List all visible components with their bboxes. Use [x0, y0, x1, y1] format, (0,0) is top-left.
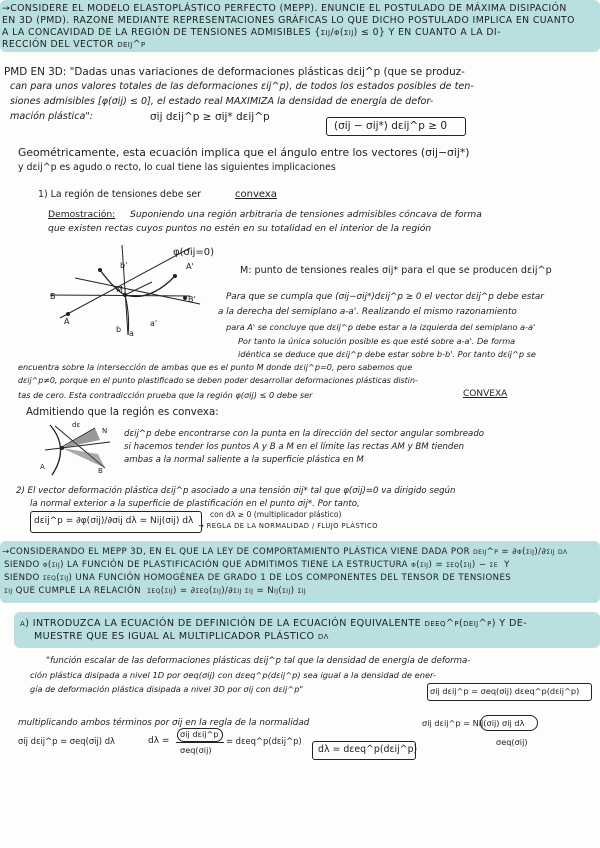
mult-denominator: σeq(σij) [496, 737, 528, 747]
fig2-label-a: A [40, 463, 45, 471]
admit-line-2: si hacemos tender los puntos A y B a M en el límite las rectas AM y BM tienden [124, 442, 465, 452]
def-line-3: gía de deformación plástica disipada a nivel 3D por σij con dεij^p" [30, 684, 304, 694]
q2-line-1: →CONSIDERANDO EL MEPP 3D, EN EL QUE LA LEY DE COMPORTAMIENTO PLÁSTICA VIENE DADA POR dεij^p = ∂φ(σij)/∂σij dλ [2, 547, 568, 557]
q1-line-3: A LA CONCAVIDAD DE LA REGIÓN DE TENSIONES ADMISIBLES {σij/φ(σij) ≤ 0} Y EN CUANTO A LA DI- [2, 27, 501, 38]
mult-text: multiplicando ambos términos por σij en la regla de la normalidad [18, 718, 310, 728]
normal-line-1: 2) El vector deformación plástica dεij^p asociado a una tensión σij* tal que φ(σij)=0 va dirigido según [16, 486, 456, 496]
admit-line-3: ambas a la normal saliente a la superficie plástica en M [124, 455, 364, 465]
convexa-word: convexa [235, 189, 277, 200]
normality-note-2: → REGLA DE LA NORMALIDAD / FLUJO PLÁSTICO [198, 522, 378, 530]
def-formula: σij dεij^p = σeq(σij) dεeq^p(dεij^p) [430, 686, 580, 696]
fig1-label-a-low: a [129, 329, 134, 338]
explain-line-9: tas de cero. Esta contradicción prueba que la región φ(σij) ≤ 0 debe ser [18, 390, 313, 400]
q1-line-1: →CONSIDERE EL MODELO ELASTOPLÁSTICO PERFECTO (MEPP). ENUNCIE EL POSTULADO DE MÁXIMA DISIPACIÓN [2, 3, 567, 14]
q2-line-4: σij QUE CUMPLE LA RELACIÓN σeq(σij) = ∂σeq(σij)/∂σij σij = Nij(σij) σij [4, 586, 307, 596]
mult-formula: σij dεij^p = Nij(σij) σij dλ [422, 718, 525, 728]
normality-note-1: con dλ ≥ 0 (multiplicador plástico) [210, 510, 342, 519]
q1-line-4: RECCIÓN DEL VECTOR dεij^p [2, 39, 146, 50]
fig2-label-b: B [98, 467, 103, 475]
fig1-label-b-low: b [116, 325, 122, 334]
pmd-formula: σij dεij^p ≥ σij* dεij^p [150, 111, 270, 123]
pmd-boxed-text: (σij − σij*) dεij^p ≥ 0 [334, 120, 448, 132]
admit-heading: Admitiendo que la región es convexa: [26, 407, 219, 418]
pmd-line-3: siones admisibles [φ(σij) ≤ 0], el estado real MAXIMIZA la densidad de energía de defor- [10, 96, 434, 107]
explain-line-8: dεij^p≠0, porque en el punto plastificado se deben poder desarrollar deformaciones plásticas distin- [18, 376, 418, 385]
fig1-label-a-prime: A' [186, 262, 194, 271]
explain-line-1: M: punto de tensiones reales σij* para el que se producen dεij^p [240, 265, 552, 276]
left-equation: σij dεij^p = σeq(σij) dλ [18, 736, 116, 746]
geo-line-1: Geométricamente, esta ecuación implica que el ángulo entre los vectores (σij−σij*) [18, 146, 470, 159]
explain-convexa: CONVEXA [463, 389, 508, 399]
fig1-label-b-prime: B' [188, 295, 196, 304]
fraction-denominator: σeq(σij) [180, 745, 212, 755]
pmd-line-2: can para unos valores totales de las deformaciones εij^p), de todos los estados posibles de ten- [10, 81, 474, 92]
fig2-label-n: N [102, 427, 108, 435]
demo-line-1: Suponiendo una región arbitraria de tensiones admisibles cóncava de forma [130, 209, 482, 220]
geo-line-2: y dεij^p es agudo o recto, lo cual tiene las siguientes implicaciones [18, 162, 336, 173]
explain-line-4: para A' se concluye que dεij^p debe estar a la izquierda del semiplano a-a' [226, 322, 536, 332]
fraction-bar [176, 742, 224, 743]
dl-label: dλ = [148, 736, 170, 746]
q2-line-2: SIENDO φ(σij) LA FUNCIÓN DE PLASTIFICACIÓN QUE ADMITIMOS TIENE LA ESTRUCTURA φ(σij) = σeq(σij) − σe Y [4, 560, 510, 570]
explain-line-2: Para que se cumpla que (σij−σij*)dεij^p ≥ 0 el vector dεij^p debe estar [226, 292, 544, 302]
explain-line-5: Por tanto la única solución posible es que esté sobre a-a'. De forma [238, 336, 516, 346]
fig1-label-m: M [116, 285, 123, 294]
fraction-numerator: σij dεij^p [180, 729, 219, 739]
fig1-label-a: A [64, 317, 70, 326]
demo-label: Demostración: [48, 209, 116, 220]
fig1-label-b-prime-low: b' [120, 261, 128, 270]
def-line-1: "función escalar de las deformaciones plásticas dεij^p tal que la densidad de energía de deforma- [46, 656, 471, 666]
fraction-result: = dεeq^p(dεij^p) [226, 736, 302, 746]
fig2-label-de: dε [72, 421, 81, 429]
normality-formula: dεij^p = ∂φ(σij)/∂σij dλ = Nij(σij) dλ [34, 516, 194, 526]
fig1-label-a-prime-low: a' [150, 319, 158, 328]
explain-line-6: idéntica se deduce que dεij^p debe estar sobre b-b'. Por tanto dεij^p se [238, 349, 536, 359]
fig1-label-b: B [50, 292, 56, 301]
explain-line-7: encuentra sobre la intersección de ambas que es el punto M donde dεij^p=0, pero sabemos que [18, 362, 413, 372]
def-line-2: ción plástica disipada a nivel 1D por σeq(σij) con dεeq^p(dεij^p) sea igual a la densidad de ener- [30, 670, 437, 680]
normal-line-2: la normal exterior a la superficie de plastificación en el punto σij*. Por tanto, [30, 499, 360, 509]
pmd-line-1: PMD EN 3D: "Dadas unas variaciones de deformaciones plásticas dεij^p (que se produz- [4, 66, 465, 78]
part-a-line-1: a) INTRODUZCA LA ECUACIÓN DE DEFINICIÓN DE LA ECUACIÓN EQUIVALENTE dεeq^p(dεij^p) Y DE- [20, 618, 528, 629]
final-result: dλ = dεeq^p(dεij^p) [318, 744, 418, 755]
demo-line-2: que existen rectas cuyos puntos no estén en su totalidad en el interior de la región [48, 223, 432, 234]
explain-line-3: a la derecha del semiplano a-a'. Realizando el mismo razonamiento [218, 307, 517, 317]
part-a-line-2: MUESTRE QUE ES IGUAL AL MULTIPLICADOR PLÁSTICO dλ [34, 631, 329, 642]
convex-region-figure [40, 420, 120, 480]
admit-line-1: dεij^p debe encontrarse con la punta en la dirección del sector angular sombreado [124, 429, 485, 439]
phi-label: φ(σij=0) [173, 247, 215, 258]
q1-line-2: EN 3D (PMD). RAZONE MEDIANTE REPRESENTACIONES GRÁFICAS LO QUE DICHO POSTULADO IMPLICA EN CUANTO [2, 15, 575, 26]
pmd-line-4: mación plástica": [10, 111, 94, 122]
q2-line-3: SIENDO σeq(σij) UNA FUNCIÓN HOMOGÉNEA DE GRADO 1 DE LOS COMPONENTES DEL TENSOR DE TENSIONES [4, 573, 512, 583]
convexa-heading: 1) La región de tensiones debe ser [38, 189, 201, 200]
